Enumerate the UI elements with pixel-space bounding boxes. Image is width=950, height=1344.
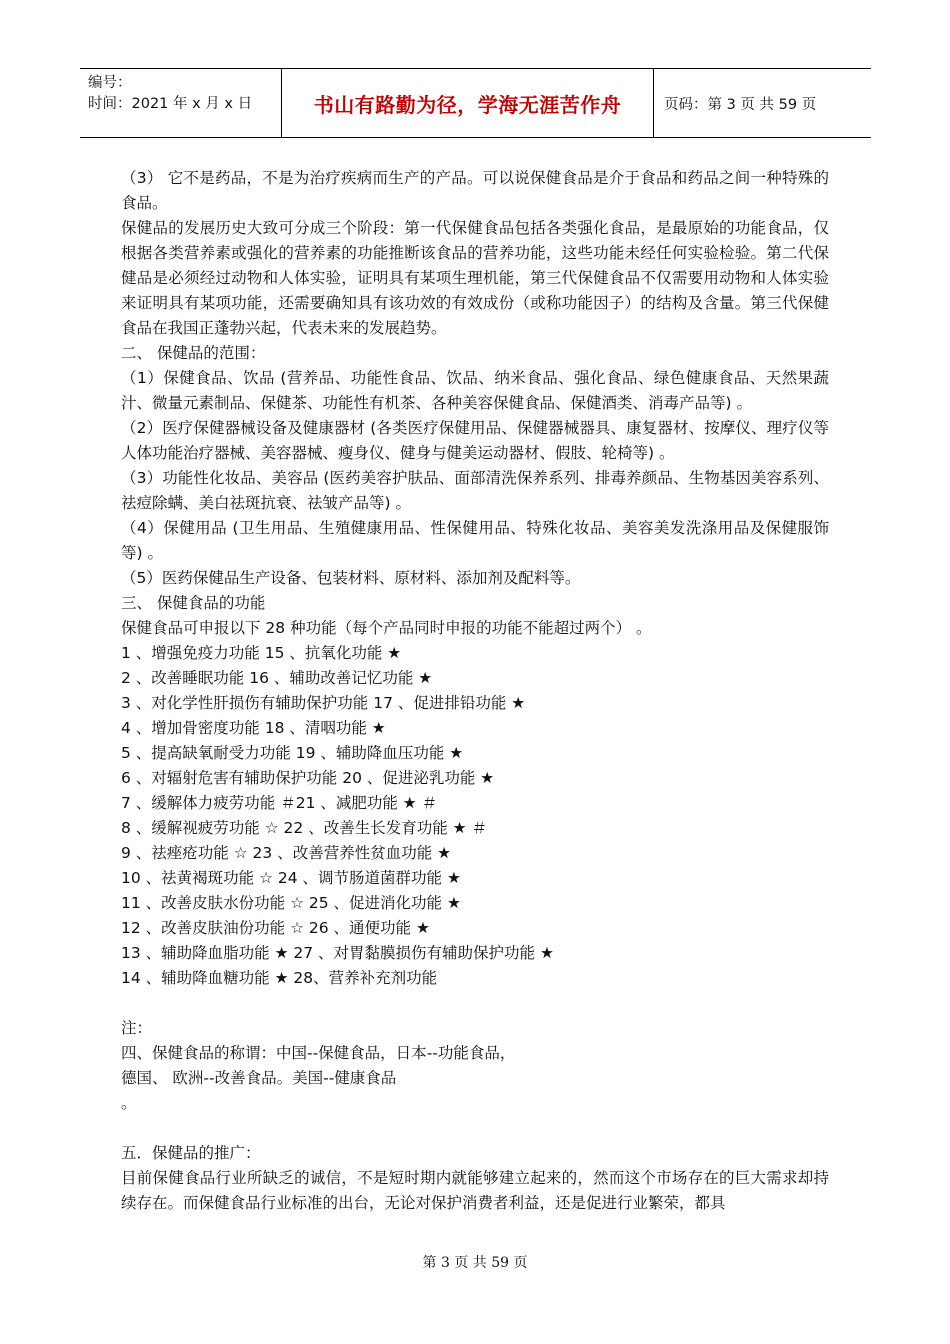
- paragraph: 保健食品可申报以下 28 种功能（每个产品同时申报的功能不能超过两个） 。: [121, 619, 652, 637]
- header-page-cell: [654, 69, 871, 137]
- section-heading: 三、 保健食品的功能: [121, 594, 266, 612]
- page-footer: 第 3 页 共 59 页: [422, 1255, 528, 1271]
- list-item: 14 、辅助降血糖功能 ★ 28、营养补充剂功能: [121, 969, 438, 987]
- list-item: 4 、增加骨密度功能 18 、清咽功能 ★: [121, 719, 386, 737]
- list-item: 6 、对辐射危害有辅助保护功能 20 、促进泌乳功能 ★: [121, 769, 495, 787]
- document-date: 时间：2021 年 x 月 x 日: [88, 96, 253, 112]
- note-label: 注：: [121, 1019, 153, 1037]
- paragraph: 保健品的发展历史大致可分成三个阶段：第一代保健食品包括各类强化食品，是最原始的功能食品，仅根据各类营养素或强化的营养素的功能推断该食品的营养功能，这些功能未经任何实验检验。第二代保健品是必须经过动物和人体实验，证明具有某项生理机能，第三代保健食品不仅需要用动物和人体实验来证明具有某项功能，还需要确知具有该功效的有效成份（或称功能因子）的结构及含量。第三代保健食品在我国正蓬勃兴起，代表未来的发展趋势。: [121, 219, 829, 337]
- paragraph: （3）功能性化妆品、美容品 (医药美容护肤品、面部清洗保养系列、排毒养颜品、生物基因美容系列、祛痘除螨、美白祛斑抗衰、祛皱产品等) 。: [121, 469, 829, 512]
- paragraph: （2）医疗保健器械设备及健康器材 (各类医疗保健用品、保健器械器具、康复器材、按摩仪、理疗仪等人体功能治疗器械、美容器械、瘦身仪、健身与健美运动器材、假肢、轮椅等) 。: [121, 419, 829, 462]
- list-item: 11 、改善皮肤水份功能 ☆ 25 、促进消化功能 ★: [121, 894, 461, 912]
- list-item: 13 、辅助降血脂功能 ★ 27 、对胃黏膜损伤有辅助保护功能 ★: [121, 944, 554, 962]
- header-motto-cell: [282, 69, 654, 137]
- paragraph: 四、保健食品的称谓：中国--保健食品，日本--功能食品，: [121, 1044, 516, 1062]
- list-item: 9 、祛痤疮功能 ☆ 23 、改善营养性贫血功能 ★: [121, 844, 452, 862]
- list-item: 10 、祛黄褐斑功能 ☆ 24 、调节肠道菌群功能 ★: [121, 869, 461, 887]
- header-page-number: 页码：第 3 页 共 59 页: [664, 96, 817, 113]
- page-header: [80, 68, 871, 138]
- spacer: [121, 991, 829, 1016]
- paragraph: （4）保健用品 (卫生用品、生殖健康用品、性保健用品、特殊化妆品、美容美发洗涤用品及保健服饰等) 。: [121, 519, 829, 562]
- document-body: [121, 166, 829, 1216]
- paragraph: （1）保健食品、饮品 (营养品、功能性食品、饮品、纳米食品、强化食品、绿色健康食品、天然果蔬汁、微量元素制品、保健茶、功能性有机茶、各种美容保健食品、保健酒类、消毒产品等) 。: [121, 369, 829, 412]
- paragraph: 德国、 欧洲--改善食品。美国--健康食品: [121, 1069, 397, 1087]
- section-heading: 二、 保健品的范围：: [121, 344, 266, 362]
- paragraph: 目前保健食品行业所缺乏的诚信，不是短时期内就能够建立起来的，然而这个市场存在的巨大需求却持续存在。而保健食品行业标准的出台，无论对保护消费者利益，还是促进行业繁荣，都具: [121, 1169, 829, 1212]
- header-motto: 书山有路勤为径，学海无涯苦作舟: [313, 92, 622, 117]
- paragraph: 。: [121, 1094, 137, 1112]
- list-item: 3 、对化学性肝损伤有辅助保护功能 17 、促进排铅功能 ★: [121, 694, 526, 712]
- document-number: 编号：: [88, 75, 132, 91]
- paragraph: （3） 它不是药品，不是为治疗疾病而生产的产品。可以说保健食品是介于食品和药品之间一种特殊的食品。: [121, 169, 829, 212]
- section-heading: 五．保健品的推广：: [121, 1144, 261, 1162]
- header-left-cell: [80, 69, 282, 137]
- list-item: 8 、缓解视疲劳功能 ☆ 22 、改善生长发育功能 ★ ＃: [121, 819, 487, 837]
- list-item: 12 、改善皮肤油份功能 ☆ 26 、通便功能 ★: [121, 919, 430, 937]
- spacer: [121, 1116, 829, 1141]
- list-item: 2 、改善睡眠功能 16 、辅助改善记忆功能 ★: [121, 669, 433, 687]
- list-item: 7 、缓解体力疲劳功能 ＃21 、减肥功能 ★ ＃: [121, 794, 438, 812]
- list-item: 1 、增强免疫力功能 15 、抗氧化功能 ★: [121, 644, 402, 662]
- list-item: 5 、提高缺氧耐受力功能 19 、辅助降血压功能 ★: [121, 744, 464, 762]
- paragraph: （5）医药保健品生产设备、包装材料、原材料、添加剂及配料等。: [121, 569, 581, 587]
